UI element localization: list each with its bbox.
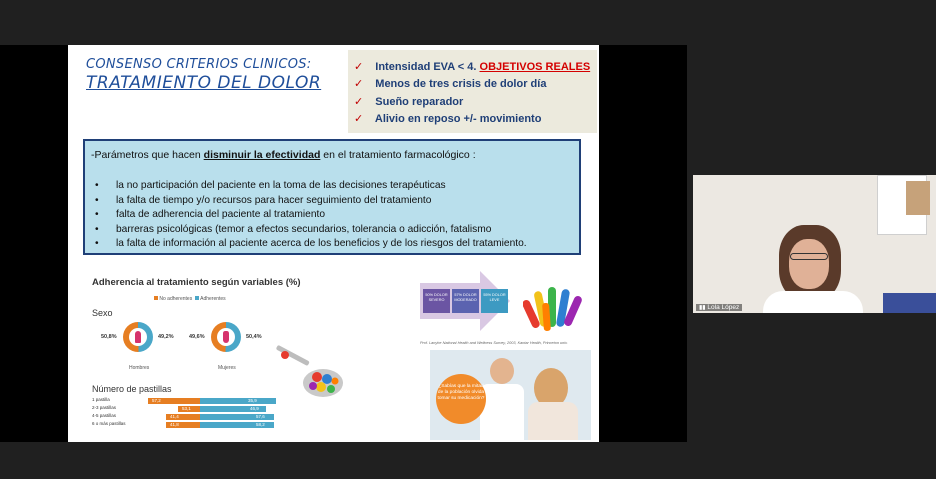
women-no-adherent: 49,6% [189, 334, 205, 340]
pill-row: 2-3 pastillas 53,1 46,9 [92, 406, 278, 412]
objectives-box [348, 50, 597, 133]
women-donut [211, 322, 241, 352]
adherence-title: Adherencia al tratamiento según variables (%) [92, 277, 301, 288]
mild-pain-box: 55% DOLOR LEVE [481, 289, 508, 313]
parameters-box [83, 139, 581, 255]
check-icon: ✓ [354, 78, 364, 90]
moderate-pain-box: 57% DOLOR MODERADO [452, 289, 479, 313]
objective-item: ✓ Alivio en reposo +/- movimiento [354, 113, 542, 125]
hands-image [523, 281, 587, 339]
list-item: • la falta de información al paciente acerca de los beneficios y de los riesgos del tratamiento. [95, 238, 527, 250]
check-icon: ✓ [354, 61, 364, 73]
men-donut [123, 322, 153, 352]
men-adherent: 49,2% [158, 334, 174, 340]
objective-item: ✓ Intensidad EVA < 4. OBJETIVOS REALES [354, 61, 591, 73]
women-adherent: 50,4% [246, 334, 262, 340]
list-item: • barreras psicológicas (temor a efectos secundarios, tolerancia o adicción, fatalismo [95, 223, 492, 235]
pill-row: 4-5 pastillas 41,4 57,6 [92, 414, 278, 420]
man-icon [135, 331, 141, 343]
women-label: Mujeres [218, 365, 236, 371]
info-bubble: ¿Sabías que la mitad de la población olvida tomar su medicación? [436, 374, 486, 424]
signal-icon: ▮▮ [699, 305, 706, 311]
woman-icon [223, 331, 229, 343]
pills-label: Número de pastillas [92, 384, 172, 394]
list-item: • la falta de tiempo y/o recursos para hacer seguimiento del tratamiento [95, 194, 432, 206]
list-item: • la no participación del paciente en la toma de las decisiones terapéuticas [95, 180, 446, 191]
pills-spoon-image [273, 345, 348, 405]
doctor-patient-photo [430, 350, 591, 440]
participant-video[interactable] [693, 175, 936, 313]
pill-row: 6 o más pastillas 41,8 58,2 [92, 422, 278, 428]
check-icon: ✓ [354, 96, 364, 108]
pill-row: 1 pastilla 57,2 35,9 [92, 398, 278, 404]
parameters-intro: -Parámetros que hacen disminuir la efectividad en el tratamiento farmacológico : [91, 149, 476, 161]
participant-name-label: ▮▮ Lola López [696, 304, 742, 311]
list-item: • falta de adherencia del paciente al tratamiento [95, 209, 325, 221]
slide-title-line1: CONSENSO CRITERIOS CLINICOS: [86, 57, 312, 72]
sex-label: Sexo [92, 308, 113, 318]
source-note: Prof. Lanyhe National Health and Wellness Survey, 2003, Kantar Health, Princeton univ. [420, 341, 568, 345]
severe-pain-box: 50% DOLOR SEVERO [423, 289, 450, 313]
presentation-slide [68, 45, 599, 442]
men-no-adherent: 50,8% [101, 334, 117, 340]
check-icon: ✓ [354, 113, 364, 125]
slide-title-line2: TRATAMIENTO DEL DOLOR [86, 73, 322, 93]
objective-item: ✓ Sueño reparador [354, 96, 464, 108]
parameters-list [95, 179, 527, 252]
men-label: Hombres [129, 365, 150, 371]
objective-item: ✓ Menos de tres crisis de dolor día [354, 78, 547, 90]
legend: No adherentes Adherentes [154, 296, 226, 302]
